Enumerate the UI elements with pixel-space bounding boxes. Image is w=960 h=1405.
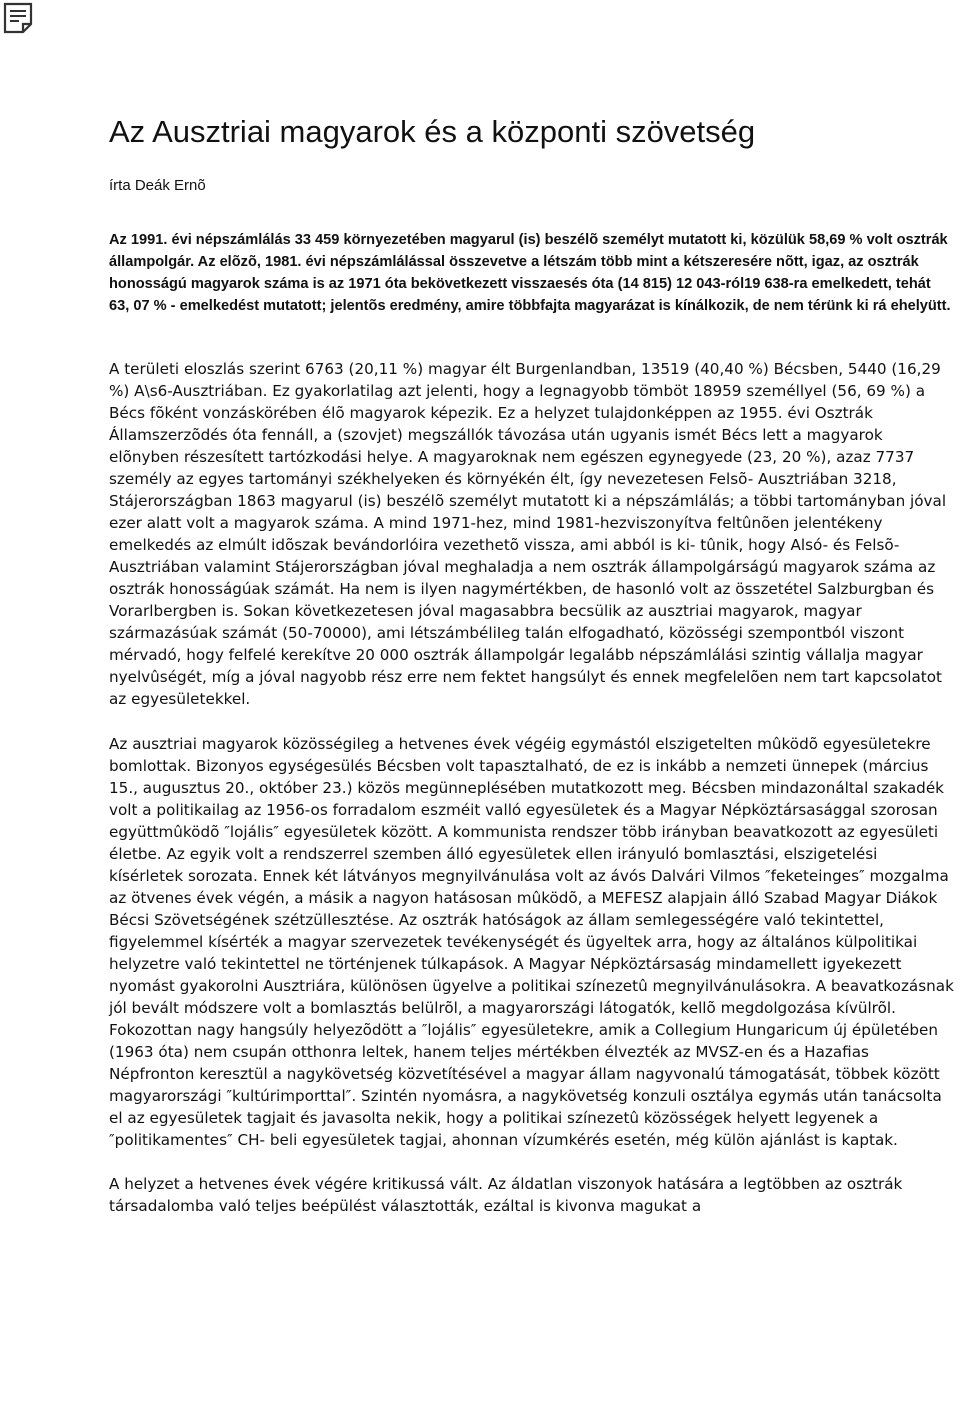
document-title: Az Ausztriai magyarok és a központi szövetség bbox=[109, 114, 756, 149]
document-body bbox=[109, 112, 955, 1217]
body-paragraph-1: A területi eloszlás szerint 6763 (20,11 %) magyar élt Burgenlandban, 13519 (40,40 %) Bécsben, 5440 (16,29 %) A\s6-Ausztriában. Ez gyakorlatilag azt jelenti, hogy a legnagyobb tömböt 18959 személlyel (56, 69 %) a Bécs fõként vonzáskörében élõ magyarok képezik. Ez a helyzet tulajdonképpen az 1955. évi Osztrák Államszerzõdés óta fennáll, a (szovjet) megszállók távozása után ugyanis ismét Bécs lett a magyarok elõnyben részesített tartózkodási helye. A magyaroknak nem egészen egynegyede (23, 20 %), azaz 7737 személy az egyes tartományi székhelyeken és környékén élt, így nevezetesen Felsõ- Ausztriában 3218, Stájerországban 1863 magyarul (is) beszélõ személyt mutatott ki a népszámlálás; a többi tartományban jóval ezer alatt volt a magyarok száma. A mind 1971-hez, mind 1981-hezviszonyítva feltûnõen jelentékeny emelkedés az elmúlt idõszak bevándorlóira vezethetõ vissza, ami abból is ki- tûnik, hogy Alsó- és Felsõ-Ausztriában valamint Stájerországban jóval meghaladja a nem osztrák állampolgárságú magyarok száma az osztrák honosságúak számát. Ha nem is ilyen nagymértékben, de hasonló volt az összetétel Salzburgban és Vorarlbergben is. Sokan következetesen jóval magasabbra becsülik az ausztriai magyarok, magyar származásúak számát (50-70000), ami létszámbéliIeg talán elfogadható, közösségi szempontból viszont mérvadó, hogy felfelé kerekítve 20 000 osztrák állampolgár legalább népszámlálási szintig vállalja magyar nyelvûségét, míg a jóval nagyobb rész erre nem fektet hangsúlyt és ennek megfelelõen nem tart kapcsolatot az egyesületekkel. bbox=[109, 360, 947, 708]
author-byline: írta Deák Ernõ bbox=[109, 177, 206, 194]
document-icon bbox=[3, 2, 35, 36]
lead-paragraph: Az 1991. évi népszámlálás 33 459 környezetében magyarul (is) beszélõ személyt mutatott ki, közülük 58,69 % volt osztrák állampolgár. Az elõzõ, 1981. évi népszámlálással összevetve a létszám több mint a kétszeresére nõtt, igaz, az osztrák honosságú magyarok száma is az 1971 óta bekövetkezett visszaesés óta (14 815) 12 043-ról19 638-ra emelkedett, tehát 63, 07 % - emelkedést mutatott; jelentõs eredmény, amire többfajta magyarázat is kínálkozik, de nem térünk ki rá ehelyütt. bbox=[109, 232, 951, 314]
body-paragraph-3: A helyzet a hetvenes évek végére kritikussá vált. Az áldatlan viszonyok hatására a legtöbben az osztrák társadalomba való teljes beépülést választották, ezáltal is kivonva magukat a bbox=[109, 1175, 903, 1215]
body-paragraph-2: Az ausztriai magyarok közösségileg a hetvenes évek végéig egymástól elszigetelten mûködõ egyesületekre bomlottak. Bizonyos egységesülés Bécsben volt tapasztalható, de ez is inkább a nemzeti ünnepek (március 15., augusztus 20., október 23.) közös megünneplésében mutatkozott meg. Bécsben mindazonáltal szakadék volt a politikailag az 1956-os forradalom eszméit valló egyesületek és a Magyar Népköztársasággal szorosan együttmûködõ ″lojális″ egyesületek között. A kommunista rendszer több irányban beavatkozott az egyesületi életbe. Az egyik volt a rendszerrel szemben álló egyesületek ellen irányuló bomlasztási, elszigetelési kísérletek sorozata. Ennek két látványos megnyilvánulása volt az ávós Dalvári Vilmos ″feketeinges″ mozgalma az ötvenes évek végén, a másik a nagyon hatásosan mûködõ, a MEFESZ alapjain álló Szabad Magyar Diákok Bécsi Szövetségének szétzüllesztése. Az osztrák hatóságok az állam semlegességére való tekintettel, figyelemmel kísérték a magyar szervezetek tevékenységét és ügyeltek arra, hogy az általános külpolitikai helyzetre való tekintettel ne történjenek túlkapások. A Magyar Népköztársaság mindamellett igyekezett nyomást gyakorolni Ausztriára, különösen ügyelve a politikai színezetû megnyilvánulásokra. A beavatkozásnak jól bevált módszere volt a bomlasztás belülrõl, a magyarországi látogatók, kellõ megdolgozása kívülrõl. Fokozottan nagy hangsúly helyezõdött a ″lojális″ egyesületekre, amik a Collegium Hungaricum új épületében (1963 óta) nem csupán otthonra leltek, hanem teljes mértékben élvezték az MVSZ-en és a Hazafias Népfronton keresztül a nagykövetség közvetítésével a magyar állam nagyvonalú támogatását, többek között magyarországi ″kultúrimporttal″. Szintén nyomásra, a nagykövetség konzuli osztálya egymás után tanácsolta el az egyesületek tagjait és javasolta nekik, hogy a politikai színezetû közösségek helyett legyenek a ″politikamentes″ CH- beli egyesületek tagjai, ahonnan vízumkérés esetén, még külön ajánlást is kaptak. bbox=[109, 735, 954, 1149]
